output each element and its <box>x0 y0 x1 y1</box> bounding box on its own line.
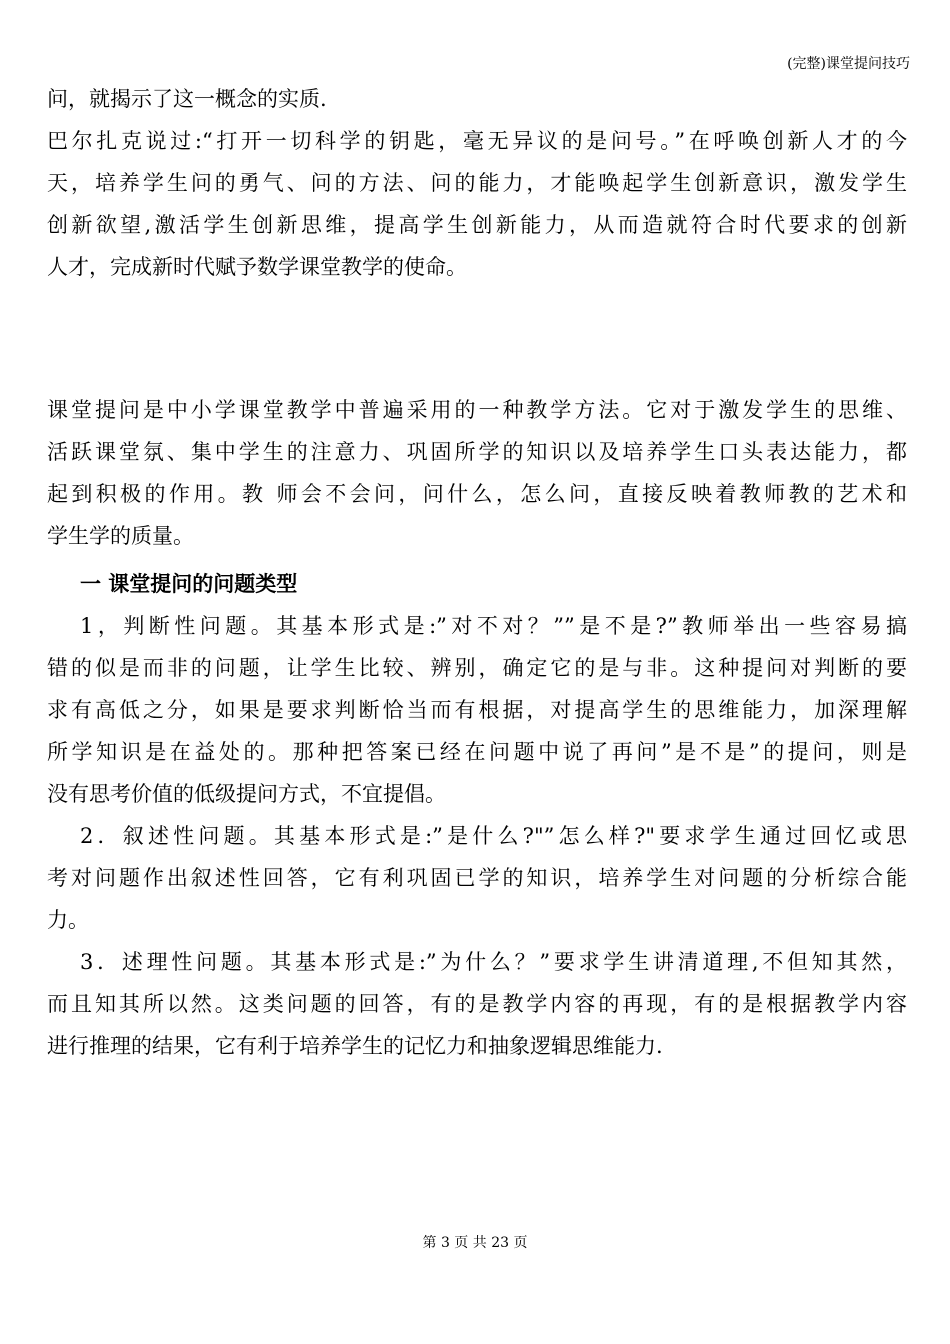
paragraph-judgment-questions <box>47 605 907 815</box>
document-body <box>47 78 907 1067</box>
text-line: 力。 <box>47 908 89 932</box>
text-line: 课堂提问是中小学课堂教学中普遍采用的一种教学方法。它对于激发学生的思维、 <box>47 398 907 422</box>
text-line: 2．叙述性问题。其基本形式是:”是什么?"”怎么样?"要求学生通过回忆或思 <box>80 824 907 848</box>
paragraph-continuation <box>47 78 907 120</box>
text-line: 1，判断性问题。其基本形式是:”对不对？””是不是?”教师举出一些容易搞 <box>80 614 907 638</box>
text-line: 没有思考价值的低级提问方式，不宜提倡。 <box>47 782 446 806</box>
text-line: 巴尔扎克说过:“打开一切科学的钥匙，毫无异议的是问号。”在呼唤创新人才的今 <box>47 129 907 153</box>
text-line: 问，就揭示了这一概念的实质. <box>47 87 327 111</box>
text-line: 所学知识是在益处的。那种把答案已经在问题中说了再问”是不是”的提问，则是 <box>47 740 907 764</box>
text-line: 创新欲望,激活学生创新思维，提高学生创新能力，从而造就符合时代要求的创新 <box>47 213 907 237</box>
text-line: 活跃课堂氛、集中学生的注意力、巩固所学的知识以及培养学生口头表达能力，都 <box>47 440 907 464</box>
page-number: 第 3 页 共 23 页 <box>422 1235 528 1251</box>
paragraph-narrative-questions <box>47 815 907 941</box>
section-heading: 一 课堂提问的问题类型 <box>80 572 298 596</box>
running-header: (完整)课堂提问技巧 <box>787 56 910 72</box>
paragraph-balzac-quote <box>47 120 907 288</box>
text-line: 起到积极的作用。教 师会不会问，问什么，怎么问，直接反映着教师教的艺术和 <box>47 482 907 506</box>
text-line: 天，培养学生问的勇气、问的方法、问的能力，才能唤起学生创新意识，激发学生 <box>47 171 907 195</box>
text-line: 进行推理的结果，它有利于培养学生的记忆力和抽象逻辑思维能力. <box>47 1034 663 1058</box>
text-line: 考对问题作出叙述性回答，它有利巩固已学的知识，培养学生对问题的分析综合能 <box>47 866 907 890</box>
paragraph-intro <box>47 389 907 557</box>
text-line: 3．述理性问题。其基本形式是:”为什么？”要求学生讲清道理,不但知其然， <box>80 950 907 974</box>
text-line: 错的似是而非的问题，让学生比较、辨别，确定它的是与非。这种提问对判断的要 <box>47 656 907 680</box>
text-line: 求有高低之分，如果是要求判断恰当而有根据，对提高学生的思维能力，加深理解 <box>47 698 907 722</box>
paragraph-reasoning-questions <box>47 941 907 1067</box>
blank-space <box>47 288 907 389</box>
text-line: 人才，完成新时代赋予数学课堂教学的使命。 <box>47 255 467 279</box>
text-line: 而且知其所以然。这类问题的回答，有的是教学内容的再现，有的是根据教学内容 <box>47 992 907 1016</box>
text-line: 学生学的质量。 <box>47 524 194 548</box>
